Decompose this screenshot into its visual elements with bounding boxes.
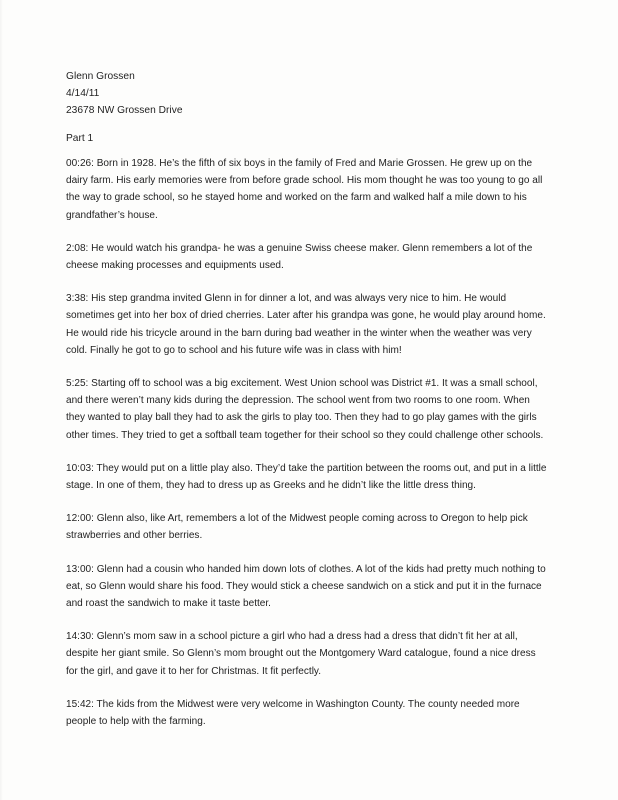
transcript-entry: 12:00: Glenn also, like Art, remembers a lot of the Midwest people coming across to Oregon to help pick strawberries and other berries. [66, 513, 528, 542]
transcript-entry: 15:42: The kids from the Midwest were very welcome in Washington County. The county needed more people to help with the farming. [66, 698, 520, 728]
transcript-entry: 13:00: Glenn had a cousin who handed him down lots of clothes. A lot of the kids had pretty much nothing to eat, so Glenn would share his food. They would stick a cheese sandwich on a stick and put it in the furnace and roast the sandwich to make it taste better. [66, 563, 546, 610]
interview-date: 4/14/11 [66, 88, 100, 100]
transcript-entry: 5:25: Starting off to school was a big excitement. West Union school was District #1. It was a small school, and there weren’t many kids during the depression. The school went from two rooms to one room. When they wanted to play ball they had to ask the girls to play too. Then they had to go play games with the girls other times. They tried to get a softball team together for their school so they could challenge other schools. [66, 378, 544, 441]
document-header [66, 68, 551, 120]
transcript-entry: 14:30: Glenn’s mom saw in a school picture a girl who had a dress had a dress that didn’t fit her at all, despite her giant smile. So Glenn’s mom brought out the Montgomery Ward catalogue, found a nice dress for the girl, and gave it to her for Christmas. It fit perfectly. [66, 631, 536, 677]
interviewee-name: Glenn Grossen [66, 71, 135, 82]
transcript-entries [66, 155, 550, 746]
transcript-entry: 10:03: They would put on a little play also. They’d take the partition between the rooms out, and put in a little stage. In one of them, they had to dress up as Greeks and he didn’t like the little dress thing. [66, 462, 547, 492]
scan-edge-shadow [0, 0, 3, 800]
part-label: Part 1 [66, 133, 94, 144]
transcript-entry: 00:26: Born in 1928. He’s the fifth of six boys in the family of Fred and Marie Grossen. He grew up on the dairy farm. His early memories were from before grade school. His mom thought he was too young to go all the way to grade school, so he stayed home and worked on the farm and walked half a mile down to his grandfather’s house. [66, 158, 543, 221]
transcript-entry: 2:08: He would watch his grandpa- he was a genuine Swiss cheese maker. Glenn remembers a lot of the cheese making processes and equipments used. [66, 242, 533, 272]
interviewee-address: 23678 NW Grossen Drive [66, 105, 183, 117]
transcript-entry: 3:38: His step grandma invited Glenn in for dinner a lot, and was always very nice to him. He would sometimes get into her box of dried cherries. Later after his grandpa was gone, he would play around home. He would ride his tricycle around in the barn during bad weather in the winter when the weather was very cold. Finally he got to go to school and his future wife was in class with him! [66, 293, 546, 356]
